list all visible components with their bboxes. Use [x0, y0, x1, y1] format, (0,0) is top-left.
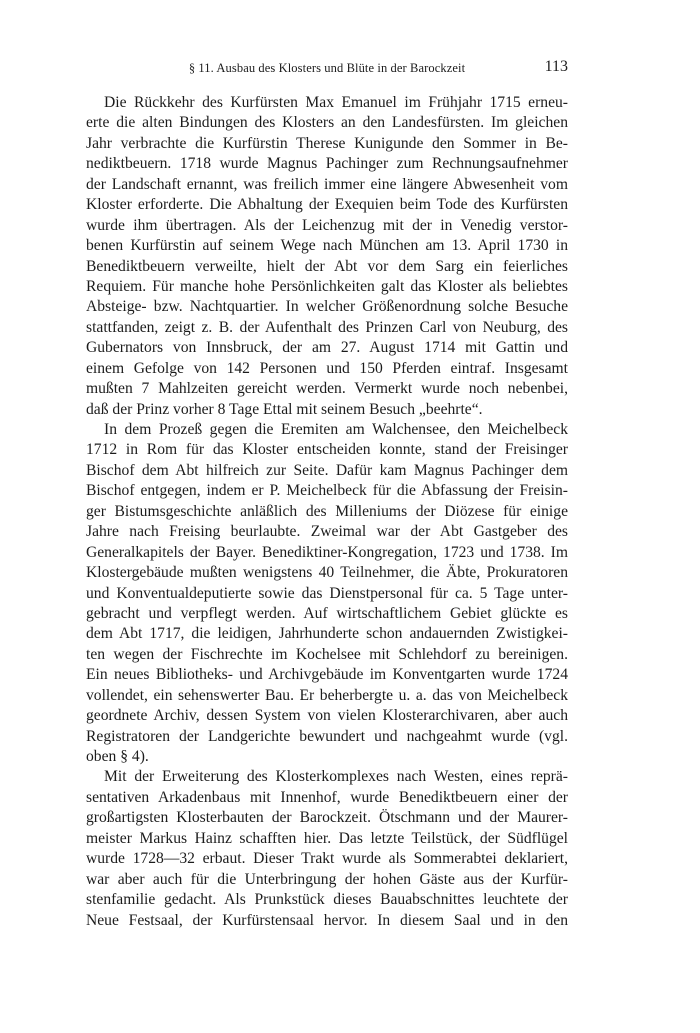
text-line: Generalkapitels der Bayer. Benediktiner-Kongregation, 1723 und 1738. Im [86, 543, 568, 561]
text-line: Kloster erforderte. Die Abhaltung der Exequien beim Tode des Kurfürsten [86, 196, 568, 214]
text-line: erte die alten Bindungen des Klosters an den Landesfürsten. Im gleichen [86, 114, 568, 132]
text-line: Registratoren der Landgerichte bewundert und nachgeahmt wurde (vgl. [86, 727, 568, 745]
running-title: § 11. Ausbau des Klosters und Blüte in der Barockzeit [188, 61, 466, 75]
text-line: stenfamilie gedacht. Als Prunkstück dieses Bauabschnittes leuchtete der [86, 891, 568, 909]
text-line: ten wegen der Fischrechte im Kochelsee mit Schlehdorf zu bereinigen. [86, 645, 568, 663]
text-line: dem Abt 1717, die leidigen, Jahrhunderte schon andauernden Zwistigkei- [86, 625, 568, 643]
text-line: Klostergebäude mußten wenigstens 40 Teilnehmer, die Äbte, Prokuratoren [86, 564, 568, 582]
text-line: einem Gefolge von 142 Personen und 150 Pferden eintraf. Insgesamt [86, 359, 568, 377]
page-number: 113 [544, 58, 568, 75]
text-line: Neue Festsaal, der Kurfürstensaal hervor. In diesem Saal und in den [86, 911, 568, 929]
text-line: Die Rückkehr des Kurfürsten Max Emanuel im Frühjahr 1715 erneu- [104, 94, 568, 111]
text-line: vollendet, ein sehenswerter Bau. Er beherbergte u. a. das von Meichelbeck [86, 686, 568, 704]
text-line: geordnete Archiv, dessen System von vielen Klosterarchivaren, aber auch [86, 707, 568, 725]
text-line: ger Bistumsgeschichte anläßlich des Milleniums der Diözese für einige [86, 502, 568, 520]
text-line: stattfanden, zeigt z. B. der Aufenthalt des Prinzen Carl von Neuburg, des [86, 318, 568, 336]
text-line: Benediktbeuern verweilte, hielt der Abt vor dem Sarg ein feierliches [86, 257, 568, 275]
text-line: Jahre nach Freising beurlaubte. Zweimal war der Abt Gastgeber des [86, 523, 568, 541]
text-line: daß der Prinz vorher 8 Tage Ettal mit seinem Besuch „beehrte“. [86, 400, 483, 418]
text-line: Absteige- bzw. Nachtquartier. In welcher Größenordnung solche Besuche [86, 298, 568, 316]
text-line: und Konventualdeputierte sowie das Dienstpersonal für ca. 5 Tage unter- [86, 584, 568, 602]
text-line: Mit der Erweiterung des Klosterkomplexes nach Westen, eines reprä- [104, 768, 568, 786]
text-line: Gubernators von Innsbruck, der am 27. August 1714 mit Gattin und [86, 339, 568, 357]
text-line: war aber auch für die Unterbringung der hohen Gäste aus der Kurfür- [86, 870, 568, 888]
text-line: gebracht und verpflegt werden. Auf wirtschaftlichem Gebiet glückte es [86, 604, 568, 622]
text-line: der Landschaft ernannt, was freilich immer eine längere Abwesenheit vom [86, 175, 568, 193]
text-line: großartigsten Klosterbauten der Barockzeit. Ötschmann und der Maurer- [86, 809, 568, 827]
text-line: wurde ihm übertragen. Als der Leichenzug mit der in Venedig verstor- [86, 216, 568, 234]
text-line: mußten 7 Mahlzeiten gereicht werden. Vermerkt wurde noch nebenbei, [86, 380, 568, 398]
text-line: Jahr verbrachte die Kurfürstin Therese Kunigunde den Sommer in Be- [86, 134, 568, 152]
text-line: sentativen Arkadenbaus mit Innenhof, wurde Benediktbeuern einer der [86, 788, 568, 806]
text-line: Requiem. Für manche hohe Persönlichkeiten galt das Kloster als beliebtes [86, 277, 568, 295]
text-line: wurde 1728—32 erbaut. Dieser Trakt wurde als Sommerabtei deklariert, [86, 850, 568, 868]
text-line: oben § 4). [86, 748, 149, 765]
text-line: meister Markus Hainz schafften hier. Das letzte Teilstück, der Südflügel [86, 829, 568, 847]
text-line: benen Kurfürstin auf seinem Wege nach München am 13. April 1730 in [86, 237, 568, 255]
text-line: Bischof entgegen, indem er P. Meichelbeck für die Abfassung der Freisin- [86, 482, 568, 500]
text-line: nediktbeuern. 1718 wurde Magnus Pachinger zum Rechnungsaufnehmer [86, 155, 568, 173]
text-line: 1712 in Rom für das Kloster entscheiden konnte, stand der Freisinger [86, 441, 568, 459]
text-line: In dem Prozeß gegen die Eremiten am Walchensee, den Meichelbeck [104, 421, 568, 438]
running-head [86, 58, 568, 80]
body-text [86, 93, 568, 931]
text-line: Bischof dem Abt hilfreich zur Seite. Dafür kam Magnus Pachinger dem [86, 461, 568, 479]
text-line: Ein neues Bibliotheks- und Archivgebäude im Konventgarten wurde 1724 [86, 666, 568, 684]
